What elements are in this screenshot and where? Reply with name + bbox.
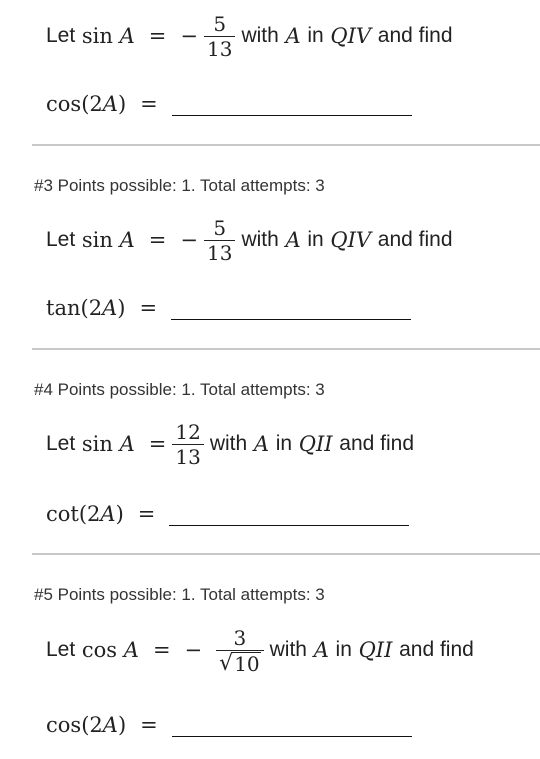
quadrant: QIV bbox=[330, 24, 372, 48]
answer-input[interactable] bbox=[169, 505, 409, 526]
answer-row: tan ( 2A ) = bbox=[46, 296, 411, 320]
answer-row: cos ( 2A ) = bbox=[46, 713, 412, 737]
problem-header: #3 Points possible: 1. Total attempts: 3 bbox=[34, 176, 325, 195]
in-text: in bbox=[307, 228, 324, 251]
problem-header: #5 Points possible: 1. Total attempts: 3 bbox=[34, 585, 325, 604]
in-text: in bbox=[275, 432, 293, 455]
with-text: with bbox=[269, 638, 307, 661]
given-fraction bbox=[204, 12, 235, 61]
problem-statement bbox=[46, 620, 474, 680]
let-text: Let bbox=[46, 24, 76, 47]
variable: A bbox=[123, 638, 139, 662]
with-text: with bbox=[241, 24, 279, 47]
problem-statement bbox=[46, 414, 414, 474]
equals-sign: = bbox=[152, 638, 171, 662]
find-text: and find bbox=[399, 638, 474, 661]
variable: A bbox=[119, 228, 135, 252]
problem-statement bbox=[46, 6, 453, 66]
let-text: Let bbox=[46, 228, 76, 251]
equals-sign: = bbox=[148, 228, 167, 252]
problem-statement bbox=[46, 210, 453, 270]
equals-sign: = bbox=[137, 502, 156, 526]
given-fraction bbox=[204, 216, 235, 265]
minus-sign: − bbox=[184, 638, 203, 662]
with-text: with bbox=[241, 228, 279, 251]
asked-function: tan bbox=[46, 296, 81, 320]
asked-function: cos bbox=[46, 92, 82, 116]
fraction-numerator: 5 bbox=[213, 11, 227, 36]
minus-sign: − bbox=[180, 228, 198, 252]
equals-sign: = bbox=[140, 92, 158, 116]
fraction-denominator: 13 bbox=[207, 240, 233, 265]
fraction-numerator: 5 bbox=[213, 215, 227, 240]
fraction-numerator: 12 bbox=[175, 419, 201, 444]
quadrant: QIV bbox=[330, 228, 372, 252]
variable: A bbox=[313, 638, 329, 662]
section-divider bbox=[32, 553, 540, 555]
fraction-denominator: 13 bbox=[175, 444, 201, 469]
fraction-denominator: 13 bbox=[207, 36, 233, 61]
radicand: 10 bbox=[234, 651, 260, 676]
variable: A bbox=[119, 24, 135, 48]
find-text: and find bbox=[339, 432, 415, 455]
equals-sign: = bbox=[148, 432, 167, 456]
answer-row: cos ( 2A ) = bbox=[46, 92, 412, 116]
equals-sign: = bbox=[139, 296, 158, 320]
let-text: Let bbox=[46, 432, 76, 455]
section-divider bbox=[32, 144, 540, 146]
given-function: sin bbox=[81, 228, 113, 252]
asked-argument: 2A bbox=[89, 713, 118, 737]
find-text: and find bbox=[377, 228, 453, 251]
square-root: √ 10 bbox=[219, 650, 260, 676]
answer-input[interactable] bbox=[171, 299, 411, 320]
given-fraction bbox=[172, 420, 203, 469]
given-function: cos bbox=[81, 638, 118, 662]
answer-input[interactable] bbox=[172, 716, 412, 737]
minus-sign: − bbox=[180, 24, 198, 48]
variable: A bbox=[253, 432, 270, 456]
fraction-denominator bbox=[216, 651, 263, 675]
given-function: sin bbox=[81, 432, 113, 456]
in-text: in bbox=[307, 24, 324, 47]
equals-sign: = bbox=[148, 24, 167, 48]
answer-row: cot ( 2A ) = bbox=[46, 502, 409, 526]
quadrant: QII bbox=[298, 432, 333, 456]
variable: A bbox=[285, 228, 301, 252]
asked-argument: 2A bbox=[87, 502, 116, 526]
in-text: in bbox=[335, 638, 352, 661]
let-text: Let bbox=[46, 638, 76, 661]
asked-function: cot bbox=[46, 502, 79, 526]
fraction-numerator: 3 bbox=[233, 625, 247, 650]
with-text: with bbox=[209, 432, 248, 455]
asked-function: cos bbox=[46, 713, 82, 737]
variable: A bbox=[119, 432, 135, 456]
equals-sign: = bbox=[140, 713, 158, 737]
find-text: and find bbox=[377, 24, 453, 47]
variable: A bbox=[285, 24, 301, 48]
quadrant: QII bbox=[358, 638, 393, 662]
problem-header: #4 Points possible: 1. Total attempts: 3 bbox=[34, 380, 325, 399]
asked-argument: 2A bbox=[89, 92, 118, 116]
asked-argument: 2A bbox=[88, 296, 118, 320]
given-function: sin bbox=[81, 24, 113, 48]
answer-input[interactable] bbox=[172, 95, 412, 116]
section-divider bbox=[32, 348, 540, 350]
given-fraction bbox=[216, 626, 263, 675]
